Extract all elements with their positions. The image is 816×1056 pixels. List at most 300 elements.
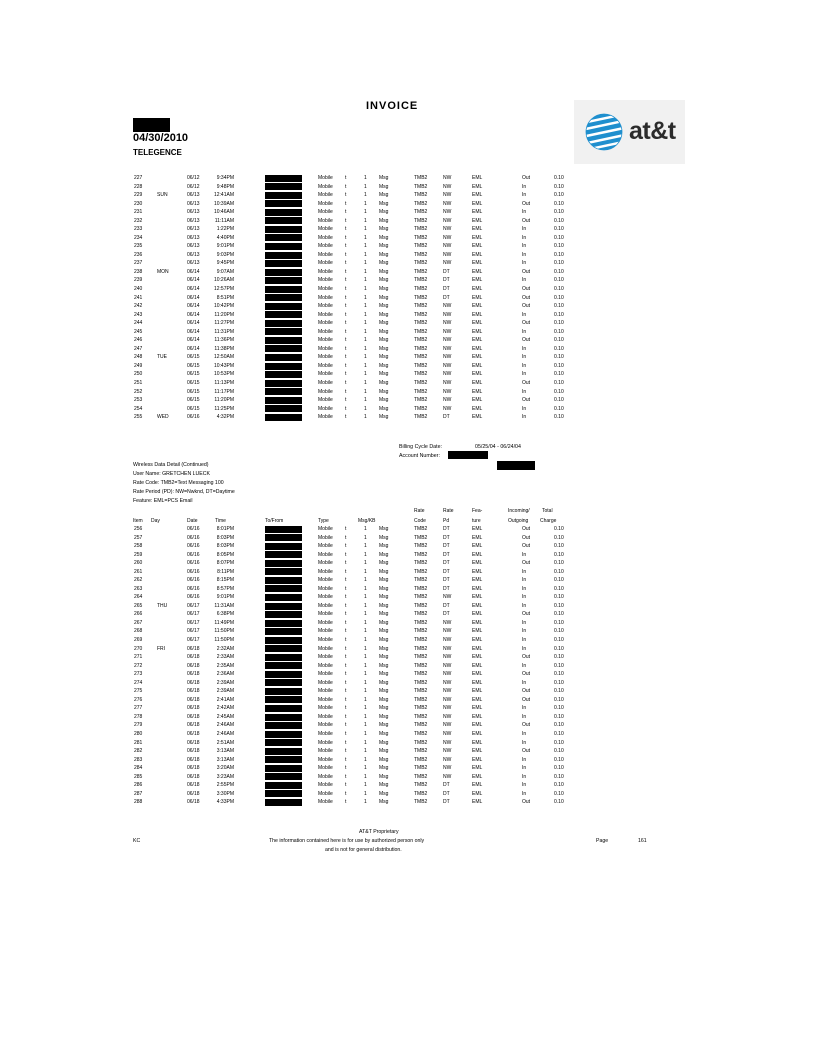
cell-unit: Msg — [379, 799, 389, 806]
cell-in-out: Out — [522, 543, 531, 550]
cell-direction-flag: t — [345, 662, 347, 669]
cell-unit: Msg — [379, 679, 389, 686]
cell-time: 11:20PM — [214, 397, 234, 404]
cell-type: Mobile — [318, 362, 333, 369]
cell-date: 06/18 — [187, 671, 200, 678]
cell-rate-period: NW — [443, 765, 452, 772]
cell-in-out: In — [522, 619, 527, 626]
cell-quantity: 1 — [364, 688, 367, 695]
cell-date: 06/18 — [187, 773, 200, 780]
cell-rate-period: NW — [443, 397, 452, 404]
cell-charge: 0.10 — [554, 414, 564, 421]
table-row — [0, 542, 816, 551]
cell-rate-code: TMB2 — [414, 730, 428, 737]
table-row — [0, 747, 816, 756]
cell-charge: 0.10 — [554, 243, 564, 250]
table-row — [0, 790, 816, 799]
table-row — [0, 781, 816, 790]
table-row — [0, 713, 816, 722]
cell-rate-code: TMB2 — [414, 217, 428, 224]
table-row — [0, 721, 816, 730]
cell-unit: Msg — [379, 251, 389, 258]
cell-unit: Msg — [379, 200, 389, 207]
cell-item-number: 265 — [134, 602, 143, 609]
cell-item-number: 256 — [134, 526, 143, 532]
to-from-redaction — [265, 217, 302, 224]
cell-date: 06/15 — [187, 405, 200, 412]
cell-time: 9:34PM — [216, 175, 234, 181]
cell-item-number: 280 — [134, 730, 143, 737]
cell-in-out: In — [522, 277, 527, 284]
cell-rate-period: DT — [443, 526, 450, 532]
cell-unit: Msg — [379, 268, 389, 275]
cell-item-number: 247 — [134, 345, 143, 352]
cell-feature: EML — [472, 320, 483, 327]
cell-quantity: 1 — [364, 748, 367, 755]
cell-rate-code: TMB2 — [414, 328, 428, 335]
col-rate-pd-1: Rate — [443, 508, 454, 514]
cell-feature: EML — [472, 790, 483, 797]
cell-charge: 0.10 — [554, 577, 564, 584]
cell-item-number: 230 — [134, 200, 143, 207]
cell-quantity: 1 — [364, 526, 367, 532]
cell-type: Mobile — [318, 611, 333, 618]
cell-in-out: In — [522, 594, 527, 601]
cell-rate-period: NW — [443, 730, 452, 737]
cell-unit: Msg — [379, 602, 389, 609]
cell-date: 06/14 — [187, 320, 200, 327]
cell-direction-flag: t — [345, 799, 347, 806]
cell-in-out: In — [522, 362, 527, 369]
cell-charge: 0.10 — [554, 739, 564, 746]
cell-rate-period: NW — [443, 303, 452, 310]
cell-in-out: Out — [522, 748, 531, 755]
cell-rate-code: TMB2 — [414, 688, 428, 695]
to-from-redaction — [265, 568, 302, 575]
cell-direction-flag: t — [345, 560, 347, 567]
cell-quantity: 1 — [364, 243, 367, 250]
cell-date: 06/16 — [187, 594, 200, 601]
cell-feature: EML — [472, 637, 483, 644]
cell-charge: 0.10 — [554, 705, 564, 712]
cell-rate-period: NW — [443, 722, 452, 729]
to-from-redaction — [265, 722, 302, 729]
cell-in-out: In — [522, 551, 527, 558]
cell-type: Mobile — [318, 551, 333, 558]
cell-time: 2:55PM — [216, 782, 234, 789]
cell-time: 8:15PM — [216, 577, 234, 584]
to-from-redaction — [265, 790, 302, 797]
cell-quantity: 1 — [364, 756, 367, 763]
cell-direction-flag: t — [345, 277, 347, 284]
cell-unit: Msg — [379, 585, 389, 592]
cell-date: 06/18 — [187, 705, 200, 712]
cell-charge: 0.10 — [554, 192, 564, 199]
cell-type: Mobile — [318, 243, 333, 250]
to-from-redaction — [265, 543, 302, 550]
to-from-redaction — [265, 679, 302, 686]
cell-item-number: 266 — [134, 611, 143, 618]
cell-date: 06/14 — [187, 345, 200, 352]
col-date: Date — [187, 518, 198, 524]
cell-date: 06/18 — [187, 679, 200, 686]
cell-type: Mobile — [318, 645, 333, 652]
cell-feature: EML — [472, 388, 483, 395]
cell-type: Mobile — [318, 679, 333, 686]
cell-charge: 0.10 — [554, 311, 564, 318]
cell-charge: 0.10 — [554, 405, 564, 412]
cell-quantity: 1 — [364, 696, 367, 703]
cell-direction-flag: t — [345, 534, 347, 541]
cell-feature: EML — [472, 405, 483, 412]
cell-rate-code: TMB2 — [414, 175, 428, 181]
cell-rate-period: DT — [443, 585, 450, 592]
table-row — [0, 328, 816, 337]
cell-rate-code: TMB2 — [414, 560, 428, 567]
cell-type: Mobile — [318, 371, 333, 378]
cell-type: Mobile — [318, 379, 333, 386]
col-item: Item — [133, 518, 143, 524]
cell-feature: EML — [472, 577, 483, 584]
cell-in-out: In — [522, 645, 527, 652]
cell-direction-flag: t — [345, 354, 347, 361]
cell-type: Mobile — [318, 560, 333, 567]
cell-quantity: 1 — [364, 568, 367, 575]
to-from-redaction — [265, 388, 302, 395]
cell-item-number: 267 — [134, 619, 143, 626]
cell-in-out: Out — [522, 526, 531, 532]
cell-item-number: 233 — [134, 226, 143, 233]
cell-charge: 0.10 — [554, 679, 564, 686]
cell-rate-code: TMB2 — [414, 320, 428, 327]
cell-direction-flag: t — [345, 671, 347, 678]
cell-rate-code: TMB2 — [414, 251, 428, 258]
cell-type: Mobile — [318, 311, 333, 318]
cell-date: 06/17 — [187, 619, 200, 626]
cell-in-out: In — [522, 328, 527, 335]
footer-left-code: KC — [133, 838, 141, 844]
cell-feature: EML — [472, 713, 483, 720]
cell-date: 06/18 — [187, 730, 200, 737]
cell-quantity: 1 — [364, 388, 367, 395]
cell-feature: EML — [472, 414, 483, 421]
table-row — [0, 773, 816, 782]
cell-rate-code: TMB2 — [414, 679, 428, 686]
cell-rate-code: TMB2 — [414, 765, 428, 772]
cell-unit: Msg — [379, 722, 389, 729]
cell-rate-code: TMB2 — [414, 628, 428, 635]
cell-date: 06/13 — [187, 243, 200, 250]
cell-unit: Msg — [379, 192, 389, 199]
to-from-redaction — [265, 192, 302, 199]
cell-time: 12:57PM — [213, 286, 234, 293]
cell-rate-period: NW — [443, 739, 452, 746]
to-from-redaction — [265, 603, 302, 610]
cell-rate-period: NW — [443, 345, 452, 352]
cell-time: 2:32AM — [216, 645, 234, 652]
cell-time: 9:01PM — [216, 243, 234, 250]
cell-rate-code: TMB2 — [414, 277, 428, 284]
cell-unit: Msg — [379, 773, 389, 780]
cell-direction-flag: t — [345, 722, 347, 729]
cell-item-number: 238 — [134, 268, 143, 275]
table-row — [0, 756, 816, 765]
cell-direction-flag: t — [345, 619, 347, 626]
cell-date: 06/18 — [187, 722, 200, 729]
cell-feature: EML — [472, 337, 483, 344]
cell-date: 06/17 — [187, 628, 200, 635]
cell-unit: Msg — [379, 739, 389, 746]
cell-direction-flag: t — [345, 217, 347, 224]
cell-quantity: 1 — [364, 209, 367, 216]
cell-feature: EML — [472, 175, 483, 181]
cell-in-out: In — [522, 568, 527, 575]
cell-rate-period: NW — [443, 594, 452, 601]
cell-unit: Msg — [379, 662, 389, 669]
cell-type: Mobile — [318, 585, 333, 592]
cell-date: 06/13 — [187, 234, 200, 241]
cell-in-out: In — [522, 765, 527, 772]
cell-charge: 0.10 — [554, 362, 564, 369]
cell-in-out: In — [522, 243, 527, 250]
cell-charge: 0.10 — [554, 251, 564, 258]
cell-time: 9:07AM — [216, 268, 234, 275]
table-row — [0, 285, 816, 294]
cell-quantity: 1 — [364, 594, 367, 601]
cell-rate-period: NW — [443, 619, 452, 626]
cell-quantity: 1 — [364, 662, 367, 669]
table-row — [0, 798, 816, 807]
cell-date: 06/14 — [187, 337, 200, 344]
cell-type: Mobile — [318, 722, 333, 729]
cell-direction-flag: t — [345, 756, 347, 763]
cell-time: 2:41AM — [216, 696, 234, 703]
cell-rate-code: TMB2 — [414, 790, 428, 797]
cell-rate-period: NW — [443, 705, 452, 712]
cell-type: Mobile — [318, 696, 333, 703]
cell-quantity: 1 — [364, 799, 367, 806]
cell-unit: Msg — [379, 534, 389, 541]
to-from-redaction — [265, 345, 302, 352]
cell-rate-period: NW — [443, 637, 452, 644]
table-row — [0, 225, 816, 234]
cell-unit: Msg — [379, 388, 389, 395]
cell-in-out: In — [522, 260, 527, 267]
to-from-redaction — [265, 748, 302, 755]
table-row — [0, 405, 816, 414]
cell-in-out: Out — [522, 303, 531, 310]
cell-charge: 0.10 — [554, 748, 564, 755]
cell-item-number: 286 — [134, 782, 143, 789]
cell-rate-code: TMB2 — [414, 722, 428, 729]
to-from-redaction — [265, 714, 302, 721]
cell-type: Mobile — [318, 748, 333, 755]
cell-feature: EML — [472, 705, 483, 712]
cell-item-number: 273 — [134, 671, 143, 678]
cell-rate-period: NW — [443, 260, 452, 267]
table-row — [0, 645, 816, 654]
cell-time: 4:33PM — [216, 799, 234, 806]
cell-rate-period: DT — [443, 543, 450, 550]
cell-rate-period: NW — [443, 311, 452, 318]
invoice-date: 04/30/2010 — [133, 132, 189, 144]
cell-feature: EML — [472, 217, 483, 224]
cell-rate-period: NW — [443, 696, 452, 703]
cell-date: 06/16 — [187, 551, 200, 558]
cell-date: 06/18 — [187, 662, 200, 669]
to-from-redaction — [265, 183, 302, 190]
cell-charge: 0.10 — [554, 551, 564, 558]
cell-time: 10:39AM — [213, 200, 234, 207]
cell-feature: EML — [472, 594, 483, 601]
cell-quantity: 1 — [364, 730, 367, 737]
cell-feature: EML — [472, 303, 483, 310]
cell-direction-flag: t — [345, 175, 347, 181]
cell-direction-flag: t — [345, 585, 347, 592]
cell-type: Mobile — [318, 543, 333, 550]
cell-direction-flag: t — [345, 200, 347, 207]
cell-feature: EML — [472, 722, 483, 729]
cell-rate-code: TMB2 — [414, 388, 428, 395]
cell-in-out: In — [522, 602, 527, 609]
to-from-redaction — [265, 594, 302, 601]
cell-quantity: 1 — [364, 311, 367, 318]
table-row — [0, 234, 816, 243]
cell-type: Mobile — [318, 662, 333, 669]
cell-item-number: 245 — [134, 328, 143, 335]
cell-charge: 0.10 — [554, 397, 564, 404]
col-type: Type — [318, 518, 329, 524]
cell-time: 9:45PM — [216, 260, 234, 267]
cell-direction-flag: t — [345, 311, 347, 318]
cell-in-out: In — [522, 388, 527, 395]
table-row — [0, 602, 816, 611]
cell-rate-code: TMB2 — [414, 414, 428, 421]
cell-quantity: 1 — [364, 268, 367, 275]
cell-time: 2:33AM — [216, 654, 234, 661]
table-row — [0, 619, 816, 628]
table-row — [0, 653, 816, 662]
att-globe-icon — [584, 112, 624, 152]
cell-in-out: In — [522, 405, 527, 412]
cell-time: 9:48PM — [216, 183, 234, 190]
cell-item-number: 235 — [134, 243, 143, 250]
cell-rate-period: NW — [443, 175, 452, 181]
table-row — [0, 679, 816, 688]
cell-rate-period: NW — [443, 354, 452, 361]
cell-quantity: 1 — [364, 397, 367, 404]
table-row — [0, 662, 816, 671]
cell-quantity: 1 — [364, 551, 367, 558]
to-from-redaction — [265, 799, 302, 806]
cell-unit: Msg — [379, 628, 389, 635]
cell-quantity: 1 — [364, 713, 367, 720]
cell-item-number: 228 — [134, 183, 143, 190]
cell-item-number: 243 — [134, 311, 143, 318]
cell-day: SUN — [157, 192, 168, 199]
cell-unit: Msg — [379, 713, 389, 720]
cell-rate-period: NW — [443, 645, 452, 652]
cell-time: 8:05PM — [216, 551, 234, 558]
col-inout-1: Incoming/ — [508, 508, 530, 514]
to-from-redaction — [265, 320, 302, 327]
cell-time: 2:36AM — [216, 671, 234, 678]
cell-rate-period: NW — [443, 183, 452, 190]
cell-feature: EML — [472, 209, 483, 216]
cell-feature: EML — [472, 362, 483, 369]
cell-rate-period: DT — [443, 790, 450, 797]
cell-unit: Msg — [379, 397, 389, 404]
to-from-redaction — [265, 662, 302, 669]
invoice-title: INVOICE — [366, 100, 419, 112]
to-from-redaction — [265, 252, 302, 259]
cell-direction-flag: t — [345, 379, 347, 386]
to-from-redaction — [265, 645, 302, 652]
cell-rate-code: TMB2 — [414, 371, 428, 378]
cell-in-out: In — [522, 585, 527, 592]
cell-time: 8:03PM — [216, 543, 234, 550]
cell-direction-flag: t — [345, 611, 347, 618]
cell-time: 3:13AM — [216, 748, 234, 755]
cell-direction-flag: t — [345, 602, 347, 609]
footer-page-label: Page — [596, 838, 609, 844]
cell-direction-flag: t — [345, 388, 347, 395]
cell-item-number: 227 — [134, 175, 143, 181]
cell-date: 06/18 — [187, 645, 200, 652]
cell-direction-flag: t — [345, 568, 347, 575]
cell-charge: 0.10 — [554, 354, 564, 361]
cell-item-number: 262 — [134, 577, 143, 584]
cell-rate-period: DT — [443, 568, 450, 575]
cell-in-out: Out — [522, 200, 531, 207]
to-from-redaction — [265, 560, 302, 567]
cell-quantity: 1 — [364, 405, 367, 412]
cell-charge: 0.10 — [554, 371, 564, 378]
cell-charge: 0.10 — [554, 637, 564, 644]
table-row — [0, 568, 816, 577]
table-row — [0, 696, 816, 705]
section-title: Wireless Data Detail (Continued) — [133, 462, 209, 468]
cell-in-out: In — [522, 251, 527, 258]
table-row — [0, 576, 816, 585]
col-total-1: Total — [542, 508, 553, 514]
cell-date: 06/14 — [187, 286, 200, 293]
cell-date: 06/15 — [187, 371, 200, 378]
cell-item-number: 275 — [134, 688, 143, 695]
redaction-box — [133, 118, 170, 132]
cell-direction-flag: t — [345, 628, 347, 635]
cell-feature: EML — [472, 585, 483, 592]
cell-date: 06/15 — [187, 354, 200, 361]
cell-direction-flag: t — [345, 243, 347, 250]
cell-direction-flag: t — [345, 654, 347, 661]
cell-time: 10:53PM — [213, 371, 234, 378]
cell-time: 12:41AM — [213, 192, 234, 199]
cell-rate-period: DT — [443, 277, 450, 284]
cell-in-out: Out — [522, 696, 531, 703]
cell-feature: EML — [472, 782, 483, 789]
to-from-redaction — [265, 620, 302, 627]
cell-direction-flag: t — [345, 765, 347, 772]
to-from-redaction — [265, 209, 302, 216]
to-from-redaction — [265, 397, 302, 404]
cell-quantity: 1 — [364, 782, 367, 789]
feature-legend: Feature: EML=PCS Email — [133, 498, 193, 504]
cell-day: MON — [157, 268, 169, 275]
cell-feature: EML — [472, 543, 483, 550]
cell-rate-code: TMB2 — [414, 379, 428, 386]
cell-charge: 0.10 — [554, 534, 564, 541]
